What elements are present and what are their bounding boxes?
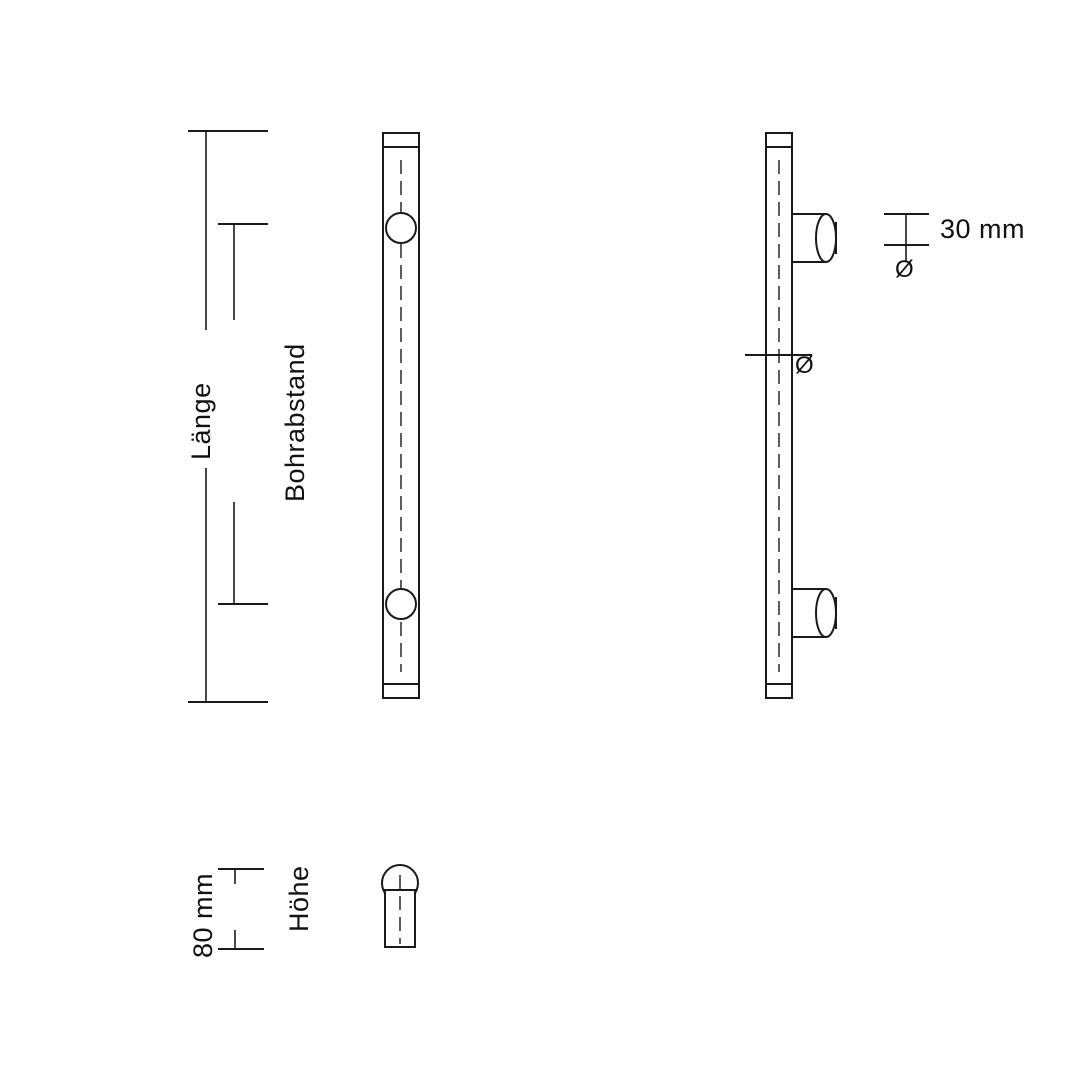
diameter-symbol-top-icon: Ø bbox=[895, 256, 915, 283]
label-80mm: 80 mm bbox=[188, 872, 218, 958]
label-bohrabstand: Bohrabstand bbox=[280, 343, 310, 502]
detail-view bbox=[382, 865, 418, 947]
side-view bbox=[745, 133, 836, 698]
label-laenge: Länge bbox=[186, 382, 216, 460]
bohrabstand-dimension bbox=[218, 224, 268, 604]
label-30mm: 30 mm bbox=[940, 214, 1026, 244]
durchmesser-dimension bbox=[884, 214, 929, 262]
label-hoehe: Höhe bbox=[284, 865, 314, 932]
hoehe-dimension bbox=[218, 869, 264, 949]
diameter-symbol-mid-icon: Ø bbox=[795, 352, 815, 379]
front-view bbox=[383, 133, 419, 698]
